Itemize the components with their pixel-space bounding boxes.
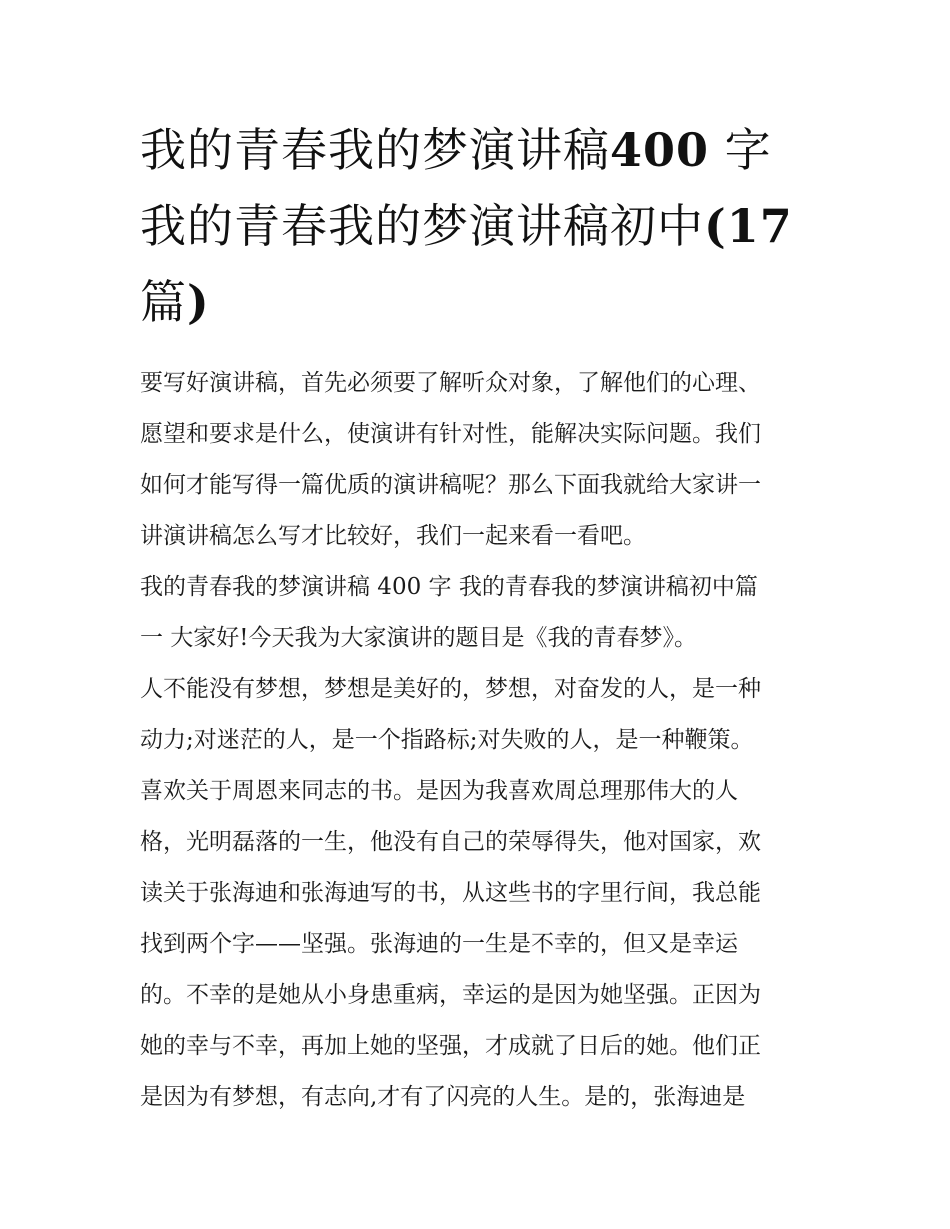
title-line-1 (140, 112, 820, 188)
title-line-2-number: (17 (704, 199, 793, 253)
title-line-1-number: 400 (610, 123, 710, 177)
title-line-3-text: 篇 (140, 275, 187, 329)
body-line: 动力;对迷茫的人，是一个指路标;对失败的人，是一种鞭策。 (140, 727, 754, 753)
body-line: 找到两个字——坚强。张海迪的一生是不幸的，但又是幸运 (140, 931, 738, 957)
body-line: 讲演讲稿怎么写才比较好，我们一起来看一看吧。 (140, 523, 646, 549)
body-line: 喜欢关于周恩来同志的书。是因为我喜欢周总理那伟大的人 (140, 778, 738, 804)
title-line-2-text: 我的青春我的梦演讲稿初中 (140, 199, 704, 253)
title-line-3 (140, 264, 820, 340)
body-line: 她的幸与不幸，再加上她的坚强，才成就了日后的她。他们正 (140, 1033, 761, 1059)
body-line: 人不能没有梦想，梦想是美好的，梦想，对奋发的人，是一种 (140, 676, 761, 702)
title-line-2 (140, 188, 820, 264)
title-line-1-tail: 字 (709, 123, 772, 177)
body-line: 格，光明磊落的一生，他没有自己的荣辱得失，他对国家，欢 (140, 829, 761, 855)
document-page (140, 112, 820, 1123)
title-line-3-number: ) (187, 275, 210, 329)
body-line: 我的青春我的梦演讲稿 400 字 我的青春我的梦演讲稿初中篇 (140, 574, 758, 600)
body-line: 要写好演讲稿，首先必须要了解听众对象，了解他们的心理、 (140, 370, 761, 396)
title-line-1-text: 我的青春我的梦演讲稿 (140, 123, 610, 177)
body-line: 愿望和要求是什么，使演讲有针对性，能解决实际问题。我们 (140, 421, 761, 447)
document-title (140, 112, 820, 340)
body-line: 读关于张海迪和张海迪写的书，从这些书的字里行间，我总能 (140, 880, 761, 906)
body-line: 是因为有梦想，有志向,才有了闪亮的人生。是的，张海迪是 (140, 1084, 746, 1110)
body-line: 如何才能写得一篇优质的演讲稿呢？那么下面我就给大家讲一 (140, 472, 761, 498)
body-line: 的。不幸的是她从小身患重病，幸运的是因为她坚强。正因为 (140, 982, 761, 1008)
body-text (140, 358, 820, 1123)
body-line: 一 大家好!今天我为大家演讲的题目是《我的青春梦》。 (140, 625, 698, 651)
